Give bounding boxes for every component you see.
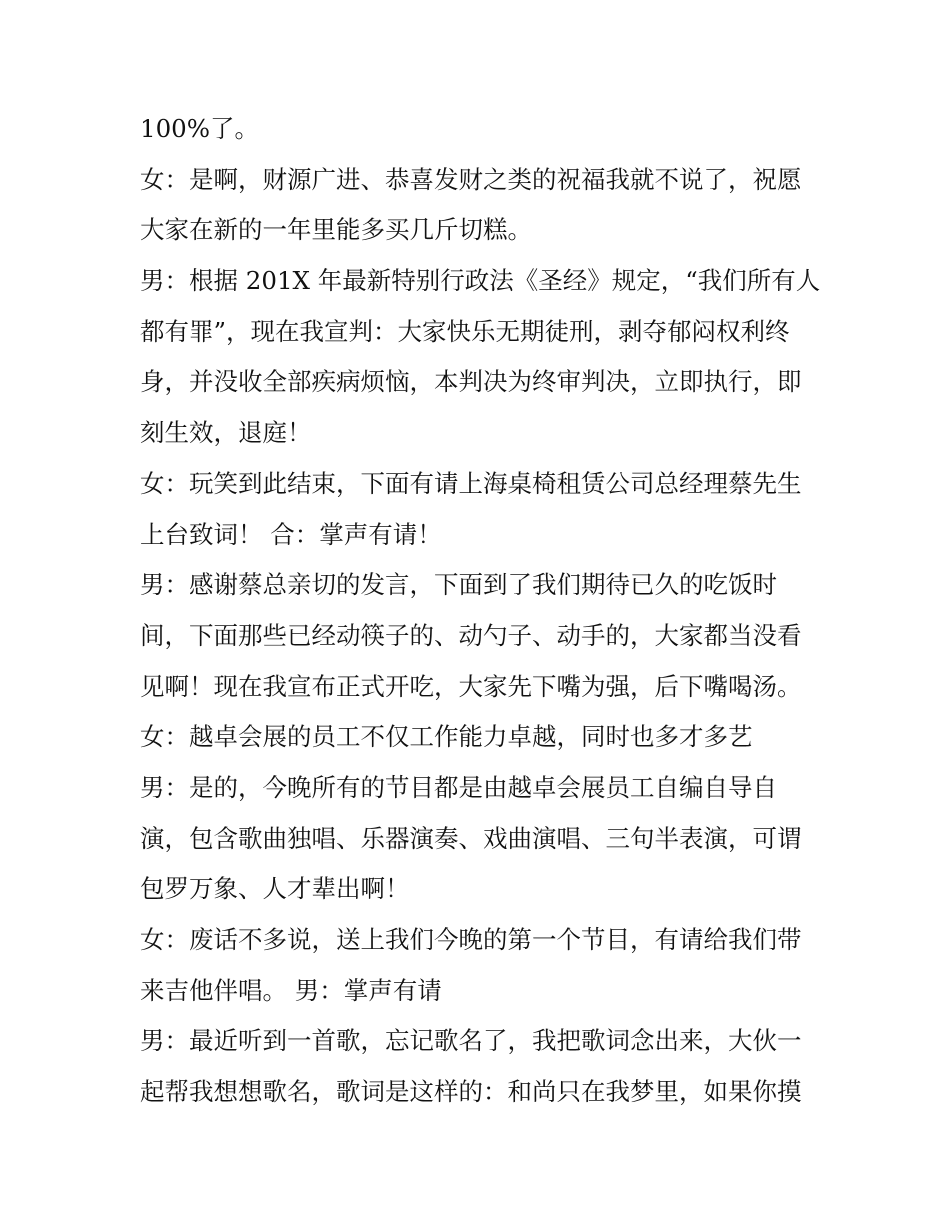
text-line: 女：废话不多说，送上我们今晚的第一个节目，有请给我们带 [140,925,802,954]
text-line: 刻生效，退庭！ [140,418,312,448]
text-line: 见啊！现在我宣布正式开吃，大家先下嘴为强，后下嘴喝汤。 [140,671,802,701]
text-line: 上台致词！ 合：掌声有请！ [140,519,442,549]
text-line: 100%了。 [140,114,260,143]
text-line: 大家在新的一年里能多买几斤切糕。 [140,215,532,245]
text-line: 演，包含歌曲独唱、乐器演奏、戏曲演唱、三句半表演，可谓 [140,823,802,853]
document-body [140,104,820,1118]
text-line: 女：越卓会展的员工不仅工作能力卓越，同时也多才多艺 [140,722,753,752]
text-line: 包罗万象、人才辈出啊！ [140,874,410,904]
text-line: 男：根据 201X 年最新特别行政法《圣经》规定，“我们所有人 [140,266,820,296]
text-line: 男：最近听到一首歌，忘记歌名了，我把歌词念出来，大伙一 [140,1026,802,1056]
text-line: 起帮我想想歌名，歌词是这样的：和尚只在我梦里，如果你摸 [140,1077,802,1107]
text-line: 女：是啊，财源广进、恭喜发财之类的祝福我就不说了，祝愿 [140,164,802,194]
text-line: 男：感谢蔡总亲切的发言，下面到了我们期待已久的吃饭时 [140,570,777,600]
text-line: 女：玩笑到此结束，下面有请上海桌椅租赁公司总经理蔡先生 [140,468,802,498]
text-line: 男：是的，今晚所有的节目都是由越卓会展员工自编自导自 [140,772,777,802]
text-line: 身，并没收全部疾病烦恼，本判决为终审判决，立即执行，即 [140,367,802,397]
text-line: 都有罪”，现在我宣判：大家快乐无期徒刑，剥夺郁闷权利终 [140,316,790,346]
text-line: 来吉他伴唱。 男：掌声有请 [140,975,442,1005]
text-line: 间，下面那些已经动筷子的、动勺子、动手的，大家都当没看 [140,620,802,650]
